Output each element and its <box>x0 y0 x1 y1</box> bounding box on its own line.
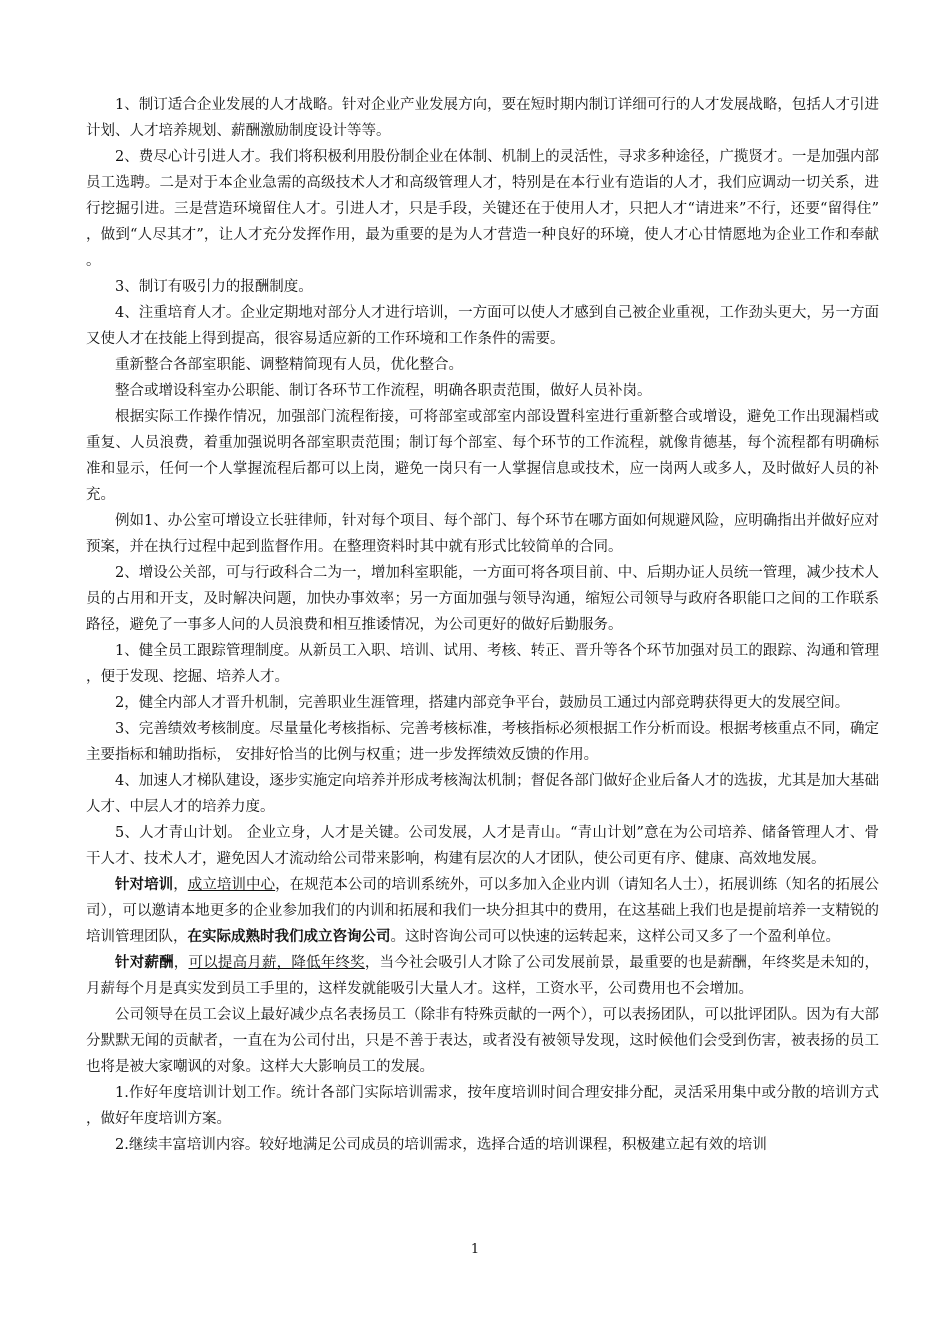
paragraph <box>86 638 879 690</box>
paragraph <box>86 950 879 1002</box>
paragraph <box>86 274 879 300</box>
paragraph-text: ， <box>173 955 189 971</box>
underlined-text: 可以提高月薪，降低年终奖 <box>188 955 365 971</box>
paragraph <box>86 1132 879 1158</box>
bold-text: 针对薪酬 <box>115 954 174 971</box>
paragraph-text: 公司领导在员工会议上最好减少点名表扬员工（除非有特殊贡献的一两个），可以表扬团队，可以批评团队。因为有大部分默默无闻的贡献者，一直在为公司付出，只是不善于表达，或者没有被领导发现，这时候他们会受到伤害，被表扬的员工也将是被大家嘲讽的对象。这样大大影响员工的发展。 <box>86 1007 879 1075</box>
paragraph <box>86 92 879 144</box>
paragraph-text: 1、制订适合企业发展的人才战略。针对企业产业发展方向，要在短时期内制订详细可行的人才发展战略，包括人才引进计划、人才培养规划、薪酬激励制度设计等等。 <box>86 97 879 139</box>
paragraph-text: 4、注重培育人才。企业定期地对部分人才进行培训，一方面可以使人才感到自己被企业重视，工作劲头更大，另一方面又使人才在技能上得到提高，很容易适应新的工作环境和工作条件的需要。 <box>86 305 879 347</box>
paragraph <box>86 352 879 378</box>
bold-text: 在实际成熟时我们成立咨询公司 <box>187 928 391 945</box>
paragraph <box>86 1002 879 1080</box>
paragraph-text: ，在规范本公司的培训系统外，可以多加入企业内训（请知名人士），拓展训练（知名的拓展公司），可以邀请本地更多的企业参加我们的内训和拓展和我们一块分担其中的费用，在这基础上我们也是提前培养一支精锐的培训管理团队， <box>86 877 880 945</box>
paragraph <box>86 508 879 560</box>
paragraph-text: ，当今社会吸引人才除了公司发展前景，最重要的也是薪酬，年终奖是未知的，月薪每个月是真实发到员工手里的，这样发就能吸引大量人才。这样，工资水平，公司费用也不会增加。 <box>86 955 880 997</box>
paragraph-text: 5、人才青山计划。 企业立身，人才是关键。公司发展，人才是青山。“青山计划”意在为公司培养、储备管理人才、骨干人才、技术人才，避免因人才流动给公司带来影响，构建有层次的人才团队，使公司更有序、健康、高效地发展。 <box>86 825 879 867</box>
paragraph-text: 4、加速人才梯队建设，逐步实施定向培养并形成考核淘汰机制；督促各部门做好企业后备人才的选拔，尤其是加大基础人才、中层人才的培养力度。 <box>86 773 879 815</box>
paragraph-text: 2.继续丰富培训内容。较好地满足公司成员的培训需求，选择合适的培训课程，积极建立起有效的培训 <box>115 1137 767 1153</box>
paragraph-text: 2、增设公关部，可与行政科合二为一，增加科室职能，一方面可将各项目前、中、后期办证人员统一管理，减少技术人员的占用和开支，及时解决问题，加快办事效率；另一方面加强与领导沟通，缩短公司领导与政府各职能口之间的工作联系路径，避免了一事多人问的人员浪费和相互推诿情况，为公司更好的做好后勤服务。 <box>86 565 879 633</box>
paragraph <box>86 404 879 508</box>
paragraph <box>86 768 879 820</box>
paragraph <box>86 300 879 352</box>
paragraph-text: ， <box>173 877 188 893</box>
paragraph <box>86 872 879 950</box>
paragraph-text: 1.作好年度培训计划工作。统计各部门实际培训需求，按年度培训时间合理安排分配，灵活采用集中或分散的培训方式，做好年度培训方案。 <box>86 1085 879 1127</box>
paragraph-text: 重新整合各部室职能、调整精简现有人员，优化整合。 <box>115 357 463 373</box>
page-number: 1 <box>470 1242 480 1257</box>
paragraph-text: 根据实际工作操作情况，加强部门流程衔接，可将部室或部室内部设置科室进行重新整合或增设，避免工作出现漏档或重复、人员浪费，着重加强说明各部室职责范围；制订每个部室、每个环节的工作流程，就像肯德基，每个流程都有明确标准和显示，任何一个人掌握流程后都可以上岗，避免一岗只有一人掌握信息或技术，应一岗两人或多人，及时做好人员的补充。 <box>86 409 879 503</box>
paragraph-text: 例如1、办公室可增设立长驻律师，针对每个项目、每个部门、每个环节在哪方面如何规避风险，应明确指出并做好应对预案，并在执行过程中起到监督作用。在整理资料时其中就有形式比较简单的合同。 <box>86 513 879 555</box>
paragraph <box>86 1080 879 1132</box>
paragraph <box>86 378 879 404</box>
paragraph <box>86 560 879 638</box>
paragraph <box>86 820 879 872</box>
paragraph-text: 2、费尽心计引进人才。我们将积极利用股份制企业在体制、机制上的灵活性，寻求多种途径，广揽贤才。一是加强内部员工选聘。二是对于本企业急需的高级技术人才和高级管理人才，特别是在本行业有造诣的人才，我们应调动一切关系，进行挖掘引进。三是营造环境留住人才。引进人才，只是手段，关键还在于使用人才，只把人才“请进来”不行，还要“留得住”，做到“人尽其才”，让人才充分发挥作用，最为重要的是为人才营造一种良好的环境，使人才心甘情愿地为企业工作和奉献。 <box>86 149 879 269</box>
paragraph-text: 。这时咨询公司可以快速的运转起来，这样公司又多了一个盈利单位。 <box>390 929 840 945</box>
document-body <box>86 92 879 1158</box>
paragraph-text: 整合或增设科室办公职能、制订各环节工作流程，明确各职责范围，做好人员补岗。 <box>115 383 652 399</box>
paragraph-text: 1、健全员工跟踪管理制度。从新员工入职、培训、试用、考核、转正、晋升等各个环节加强对员工的跟踪、沟通和管理，便于发现、挖掘、培养人才。 <box>86 643 879 685</box>
paragraph-text: 3、完善绩效考核制度。尽量量化考核指标、完善考核标准，考核指标必须根据工作分析而设。根据考核重点不同，确定主要指标和辅助指标， 安排好恰当的比例与权重；进一步发挥绩效反馈的作用。 <box>86 721 879 763</box>
paragraph <box>86 144 879 274</box>
paragraph <box>86 716 879 768</box>
paragraph-text: 2，健全内部人才晋升机制，完善职业生涯管理，搭建内部竞争平台，鼓励员工通过内部竞聘获得更大的发展空间。 <box>115 695 850 711</box>
paragraph <box>86 690 879 716</box>
bold-text: 针对培训 <box>115 876 174 893</box>
underlined-text: 成立培训中心 <box>187 877 276 893</box>
paragraph-text: 3、制订有吸引力的报酬制度。 <box>115 279 313 295</box>
